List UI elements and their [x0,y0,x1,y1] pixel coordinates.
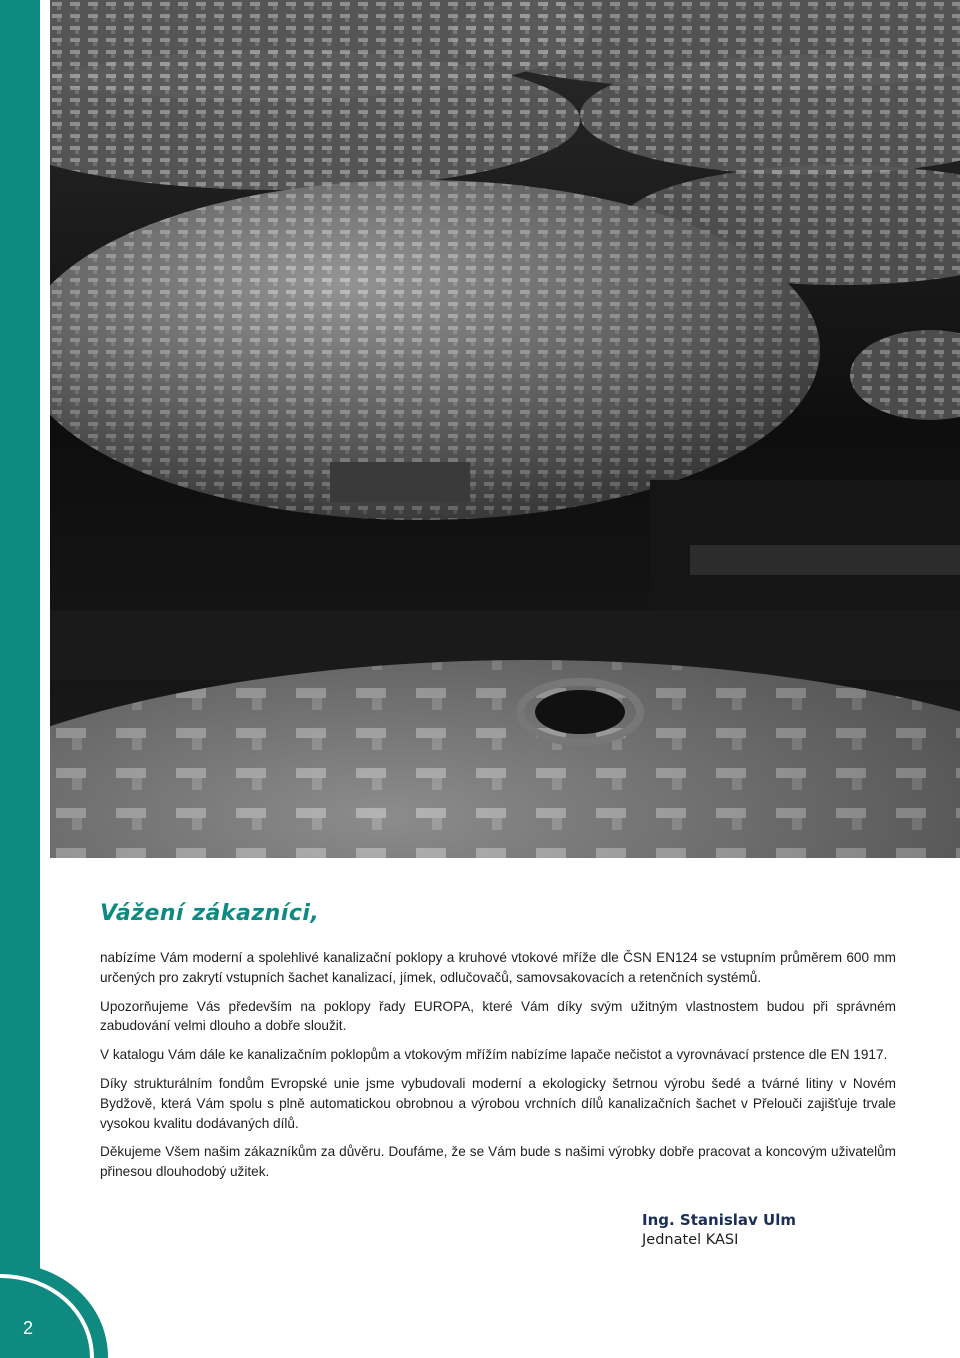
paragraph-eu-funds: Díky strukturálním fondům Evropské unie jsme vybudovali moderní a ekologicky šetrnou výrobu šedé a tvárné litiny v Novém Bydžově, která Vám spolu s plně automatickou obrobnou a výrobou vrchních dílů kanalizačních šachet v Přelouči zajišťuje trvale vysokou kvalitu dodávaných dílů. [100,1075,896,1131]
paragraph-europa: Upozorňujeme Vás především na poklopy řady EUROPA, které Vám díky svým užitným vlastnostem budou při správném zabudování velmi dlouho a dobře sloužit. [100,998,896,1034]
side-accent-bar [0,0,40,1358]
paragraph-catalogue: V katalogu Vám dále ke kanalizačním poklopům a vtokovým mřížím nabízíme lapače nečistot a vyrovnávací prstence dle EN 1917. [100,1047,888,1063]
letter-heading: Vážení zákazníci, [100,901,320,926]
signature-role: Jednatel KASI [642,1232,739,1248]
signature-name: Ing. Stanislav Ulm [642,1211,796,1229]
manhole-covers-photo [50,0,960,858]
page-number: 2 [22,1318,33,1338]
letter-body [100,900,896,1191]
paragraph-intro: nabízíme Vám moderní a spolehlivé kanalizační poklopy a kruhové vtokové mříže dle ČSN EN124 se vstupním průměrem 600 mm určených pro zakrytí vstupních šachet kanalizací, jímek, odlučovačů, samovsakovacích a retenčních systémů. [100,950,896,985]
signature-block [642,1210,902,1250]
paragraph-thanks: Děkujeme Všem našim zákazníkům za důvěru. Doufáme, že se Vám bude s našimi výrobky dobře pracovat a koncovým uživatelům přinesou dlouhodobý užitek. [100,1144,896,1180]
page-number-badge [0,1262,110,1358]
side-bar-gap [40,0,50,1358]
